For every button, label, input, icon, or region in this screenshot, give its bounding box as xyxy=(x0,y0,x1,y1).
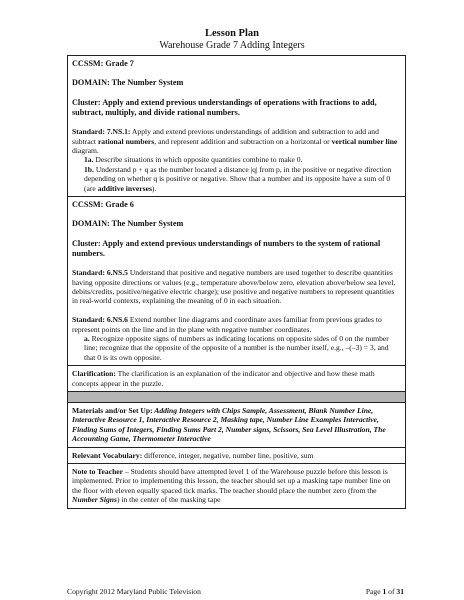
teacher-note-label: Note to Teacher xyxy=(72,467,124,477)
item-label: a. xyxy=(84,334,90,344)
page-title: Lesson Plan xyxy=(205,28,259,39)
vocabulary-cell xyxy=(68,448,405,464)
standard-text: diagram. xyxy=(72,145,99,155)
item-label: 1a. xyxy=(84,155,94,165)
rational-numbers-term: rational numbers xyxy=(97,136,155,146)
standard-label: Standard: 7.NS.1: xyxy=(72,127,131,137)
grade6-cluster-heading: Cluster: Apply and extend previous understandings of numbers to the system of rational numbers. xyxy=(72,238,381,258)
clarification-cell xyxy=(68,366,405,392)
additive-inverses-term: additive inverses xyxy=(97,183,152,193)
footer-page-number xyxy=(366,587,404,596)
grade7-standards-cell xyxy=(68,56,405,197)
standard-item-1a xyxy=(72,155,401,164)
page-of: of xyxy=(386,587,397,596)
item-label: 1b. xyxy=(84,164,94,174)
standard-label: Standard: 6.NS.5 xyxy=(72,268,128,278)
grade7-standard-paragraph xyxy=(72,127,401,155)
grade6-standards-cell xyxy=(68,197,405,366)
standard-item-a xyxy=(72,334,401,362)
clarification-paragraph xyxy=(72,369,401,388)
page-total: 31 xyxy=(396,587,404,596)
grade7-ccssm-heading: CCSSM: Grade 7 xyxy=(72,59,134,68)
materials-paragraph xyxy=(72,406,401,444)
page-number: 1 xyxy=(382,587,387,596)
lesson-table xyxy=(67,55,406,509)
grade7-domain-heading: DOMAIN: The Number System xyxy=(72,78,184,88)
teacher-note-paragraph xyxy=(72,467,401,505)
standard-6ns6-paragraph xyxy=(72,315,401,334)
materials-cell xyxy=(68,403,405,448)
page-prefix: Page xyxy=(365,587,383,596)
vocabulary-list: difference, integer, negative, number line, positive, sum xyxy=(142,450,314,460)
item-text: Recognize opposite signs of numbers as indicating locations on opposite sides of 0 on the number line; recognize that the opposite of the opposite of a number is the number itself, e.g., –(–3) = 3, and that 0 is its own opposite. xyxy=(84,334,389,362)
number-signs-term: Number Signs xyxy=(72,495,117,505)
vocabulary-label: Relevant Vocabulary: xyxy=(72,450,143,460)
standard-6ns5-paragraph xyxy=(72,268,401,306)
section-divider xyxy=(68,392,405,403)
standard-item-1b xyxy=(72,165,401,193)
item-text: Describe situations in which opposite quantities combine to make 0. xyxy=(93,155,303,165)
standard-text: Extend number line diagrams and coordinate axes familiar from previous grades to represent points on the line and in the plane with negative number coordinates. xyxy=(72,315,382,334)
grade6-ccssm-heading: CCSSM: Grade 6 xyxy=(72,200,134,210)
materials-label: Materials and/or Set Up: xyxy=(72,406,153,416)
standard-text: Apply and extend previous understandings of addition and subtraction to add and subtract xyxy=(72,127,379,146)
teacher-note-text: – Students should have attempted level 1 of the Warehouse puzzle before this lesson is implemented. Prior to implementing this lesson, the teacher should set up a masking tape number line on the floor with eleven equally spaced tick marks. The teacher should place the number zero (from the xyxy=(72,467,391,495)
standard-label: Standard: 6.NS.6 xyxy=(72,315,128,325)
footer-copyright: Copyright 2012 Maryland Public Television xyxy=(67,587,201,596)
clarification-label: Clarification: xyxy=(72,369,116,379)
grade7-cluster-heading: Cluster: Apply and extend previous understandings of operations with fractions to add, subtract, multiply, and divide rational numbers. xyxy=(72,97,377,117)
clarification-text: The clarification is an explanation of the indicator and objective and how these math concepts appear in the puzzle. xyxy=(72,369,375,388)
item-text: Understand p + q as the number located a distance |q| from p, in the positive or negative direction depending on whether q is positive or negative. Show that a number and its opposite have a sum of 0 (are xyxy=(84,164,392,193)
teacher-note-text: ) in the center of the masking tape xyxy=(116,495,221,505)
grade6-domain-heading: DOMAIN: The Number System xyxy=(72,219,184,229)
standard-text: Understand that positive and negative numbers are used together to describe quantities having opposite directions or values (e.g., temperature above/below zero, elevation above/below sea level, debits/credits, positive/negative electric charge); use positive and negative numbers to represent quantities in real-world contexts, explaining the meaning of 0 in each situation. xyxy=(72,268,396,306)
vocabulary-paragraph xyxy=(72,451,401,460)
teacher-note-cell xyxy=(68,464,405,508)
vertical-number-line-term: vertical number line xyxy=(331,136,398,146)
page-subtitle: Warehouse Grade 7 Adding Integers xyxy=(159,40,305,51)
standard-text: , and represent addition and subtraction on a horizontal or xyxy=(154,136,332,146)
item-text: ). xyxy=(151,183,157,193)
materials-list: Adding Integers with Chips Sample, Assessment, Blank Number Line, Interactive Resource 1, Interactive Resource 2, Masking tape, Number Line Examples Interactive, Finding Sums of Integers, Finding Sums Part 2, Number signs, Scissors, Sea Level Illustration, The Accounting Game, Thermometer Interactive xyxy=(72,406,386,444)
